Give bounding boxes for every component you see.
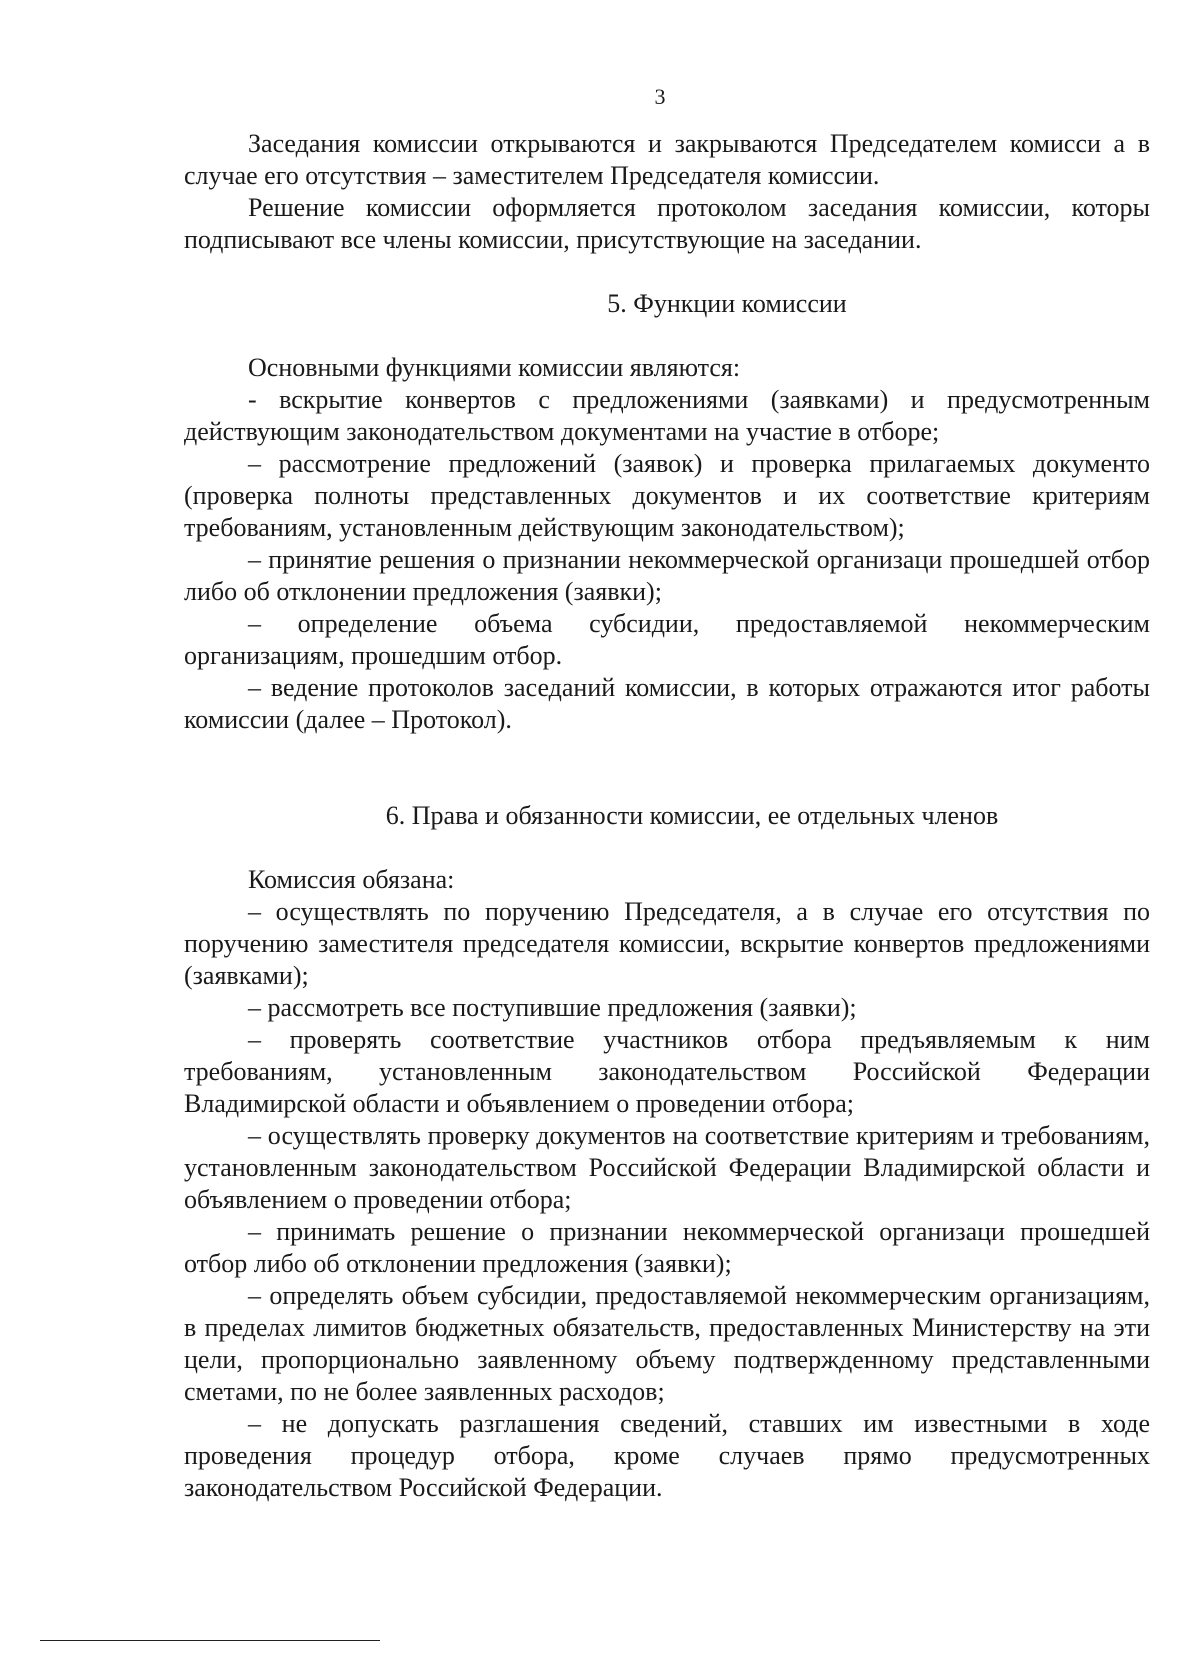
section-6-item: – проверять соответствие участников отбора предъявляемым к ним требованиям, установленным законодательством Российской Федерации Владимирской области и объявлением о проведении отбора; <box>184 1025 1150 1118</box>
section-5-item: – рассмотрение предложений (заявок) и проверка прилагаемых документо (проверка полноты представленных документов и их соответствие критериям требованиям, установленным действующим законодательством); <box>184 449 1150 542</box>
section-6-intro: Комиссия обязана: <box>248 865 455 894</box>
section-6-item: – осуществлять по поручению Председателя, а в случае его отсутствия по поручению заместителя председателя комиссии, вскрытие конвертов предложениями (заявками); <box>184 897 1150 990</box>
section-6-item: – определять объем субсидии, предоставляемой некоммерческим организациям, в пределах лимитов бюджетных обязательств, предоставленных Министерству на эти цели, пропорционально заявленному объему подтвержденному представленными сметами, по не более заявленных расходов; <box>184 1281 1150 1406</box>
section-6-item: – осуществлять проверку документов на соответствие критериям и требованиям, установленным законодательством Российской Федерации Владимирской области и объявлением о проведении отбора; <box>184 1121 1150 1214</box>
section-5-item: – ведение протоколов заседаний комиссии, в которых отражаются итог работы комиссии (далее – Протокол). <box>184 673 1150 734</box>
decision-paragraph: Решение комиссии оформляется протоколом заседания комиссии, которы подписывают все члены комиссии, присутствующие на заседании. <box>184 193 1150 254</box>
footnote-separator-line <box>40 1640 380 1641</box>
section-6-heading: 6. Права и обязанности комиссии, ее отдельных членов <box>385 801 999 830</box>
section-5-heading: 5. Функции комиссии <box>607 289 847 318</box>
section-5-item: – принятие решения о признании некоммерческой организаци прошедшей отбор либо об отклонении предложения (заявки); <box>184 545 1150 606</box>
section-6-item: – не допускать разглашения сведений, ставших им известными в ходе проведения процедур отбора, кроме случаев прямо предусмотренных законодательством Российской Федерации. <box>184 1409 1150 1502</box>
document-body <box>184 128 1150 1504</box>
section-6-item: – принимать решение о признании некоммерческой организаци прошедшей отбор либо об отклонении предложения (заявки); <box>184 1217 1150 1278</box>
page-number: 3 <box>654 84 666 109</box>
section-6-item: – рассмотреть все поступившие предложения (заявки); <box>248 993 857 1022</box>
section-5-intro: Основными функциями комиссии являются: <box>248 353 741 382</box>
section-5-item: - вскрытие конвертов с предложениями (заявками) и предусмотренным действующим законодательством документами на участие в отборе; <box>184 385 1150 446</box>
section-5-item: – определение объема субсидии, предоставляемой некоммерческим организациям, прошедшим отбор. <box>184 609 1150 670</box>
meetings-paragraph: Заседания комиссии открываются и закрываются Председателем комисси а в случае его отсутствия – заместителем Председателя комиссии. <box>184 129 1150 190</box>
